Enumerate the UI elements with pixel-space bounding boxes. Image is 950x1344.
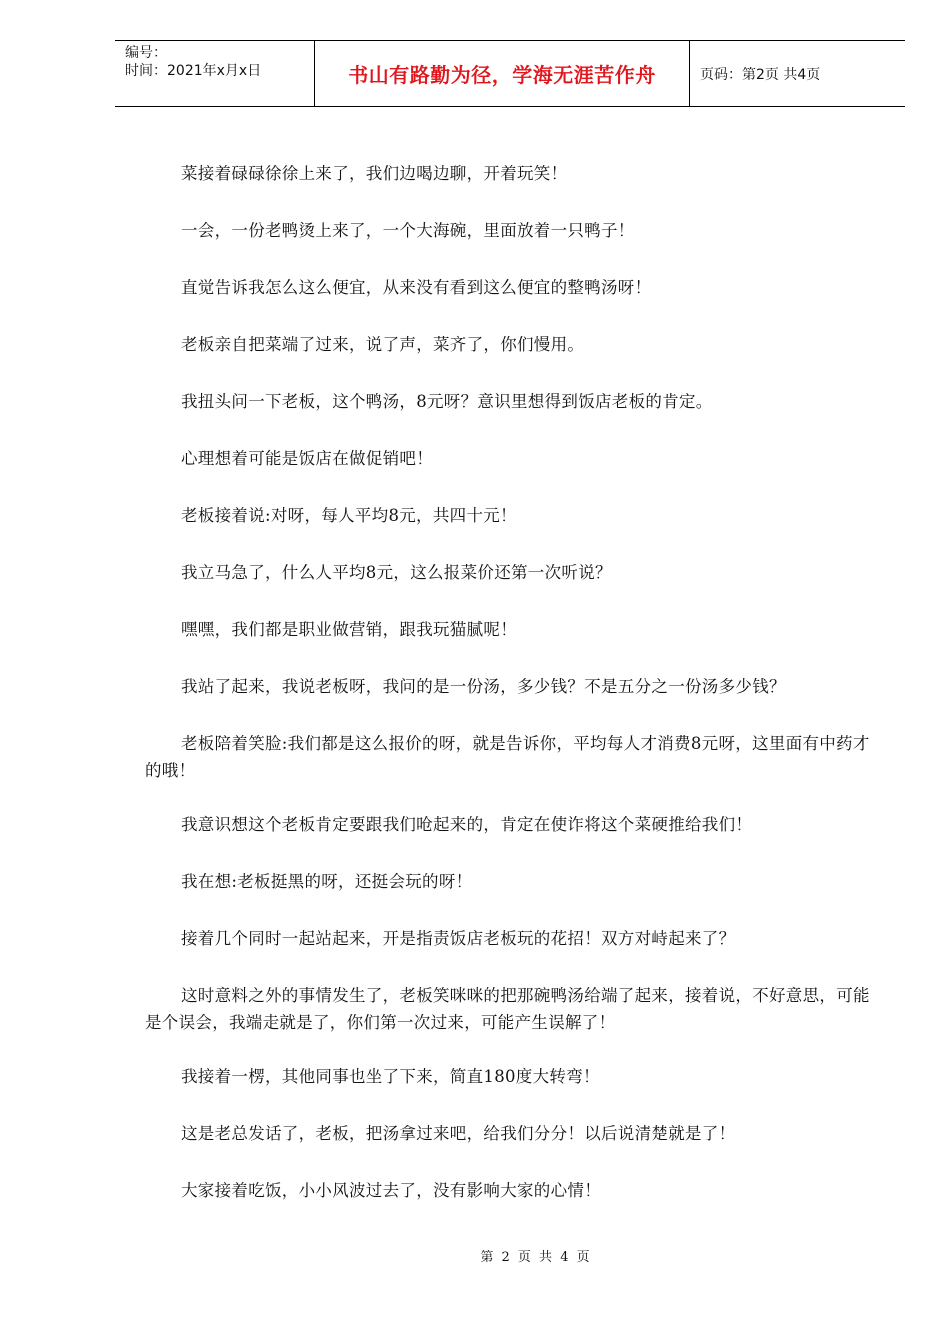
paragraph: 老板陪着笑脸:我们都是这么报价的呀，就是告诉你，平均每人才消费8元呀，这里面有中药才的哦！ bbox=[145, 734, 870, 780]
paragraph: 我扭头问一下老板，这个鸭汤，8元呀？意识里想得到饭店老板的肯定。 bbox=[181, 392, 713, 411]
paragraph: 一会，一份老鸭烫上来了，一个大海碗，里面放着一只鸭子！ bbox=[181, 221, 635, 240]
header-meta bbox=[115, 41, 315, 106]
document-header bbox=[115, 40, 905, 107]
document-number-label: 编号： bbox=[125, 45, 167, 61]
paragraph: 嘿嘿，我们都是职业做营销，跟我玩猫腻呢！ bbox=[181, 620, 517, 639]
paragraph: 大家接着吃饭，小小风波过去了，没有影响大家的心情！ bbox=[181, 1181, 601, 1200]
paragraph: 接着几个同时一起站起来，开是指责饭店老板玩的花招！双方对峙起来了？ bbox=[181, 929, 736, 948]
document-body bbox=[145, 160, 880, 1234]
document-time-label: 时间：2021年x月x日 bbox=[125, 63, 262, 79]
paragraph: 心理想着可能是饭店在做促销吧！ bbox=[181, 449, 433, 468]
paragraph: 我立马急了，什么人平均8元，这么报菜价还第一次听说？ bbox=[181, 563, 612, 582]
page-footer: 第 2 页 共 4 页 bbox=[480, 1250, 590, 1265]
paragraph: 直觉告诉我怎么这么便宜，从来没有看到这么便宜的整鸭汤呀！ bbox=[181, 278, 652, 297]
paragraph: 老板接着说:对呀，每人平均8元，共四十元！ bbox=[181, 506, 517, 525]
paragraph: 这时意料之外的事情发生了，老板笑咪咪的把那碗鸭汤给端了起来，接着说，不好意思，可能是个误会，我端走就是了，你们第一次过来，可能产生误解了！ bbox=[145, 986, 870, 1032]
paragraph: 这是老总发话了，老板，把汤拿过来吧，给我们分分！以后说清楚就是了！ bbox=[181, 1124, 736, 1143]
paragraph: 我站了起来，我说老板呀，我问的是一份汤，多少钱？不是五分之一份汤多少钱？ bbox=[181, 677, 786, 696]
paragraph: 我意识想这个老板肯定要跟我们呛起来的，肯定在使诈将这个菜硬推给我们！ bbox=[181, 815, 753, 834]
paragraph: 我接着一楞，其他同事也坐了下来，简直180度大转弯！ bbox=[181, 1067, 600, 1086]
header-page-info: 页码：第2页 共4页 bbox=[700, 66, 821, 83]
paragraph: 老板亲自把菜端了过来，说了声，菜齐了，你们慢用。 bbox=[181, 335, 585, 354]
paragraph: 菜接着碌碌徐徐上来了，我们边喝边聊，开着玩笑！ bbox=[181, 164, 568, 183]
header-motto: 书山有路勤为径，学海无涯苦作舟 bbox=[315, 41, 690, 106]
paragraph: 我在想:老板挺黑的呀，还挺会玩的呀！ bbox=[181, 872, 473, 891]
